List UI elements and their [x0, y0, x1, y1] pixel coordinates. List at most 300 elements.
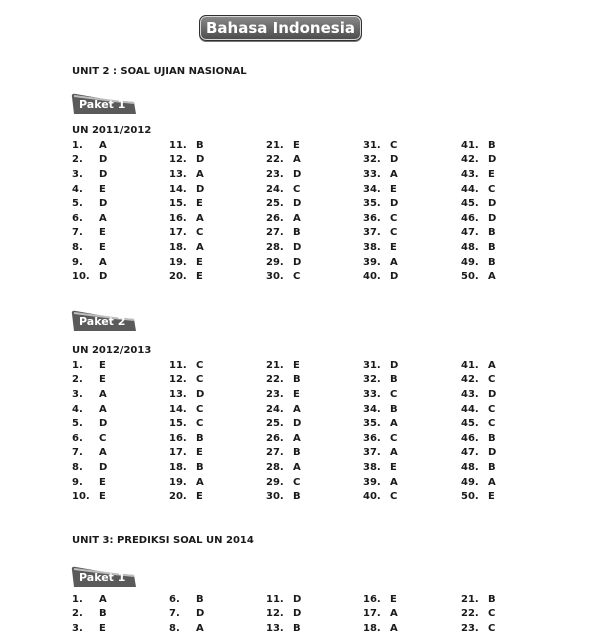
question-number: 33.	[363, 168, 381, 180]
answer-letter: A	[99, 388, 107, 400]
answer-item	[72, 211, 107, 226]
answer-letter: B	[196, 139, 204, 151]
answer-item	[461, 211, 496, 226]
question-number: 40.	[363, 491, 381, 503]
question-number: 7.	[72, 227, 83, 239]
question-number: 24.	[266, 183, 284, 195]
question-number: 30.	[266, 271, 284, 283]
answer-letter: D	[99, 461, 108, 473]
question-number: 8.	[72, 461, 83, 473]
question-number: 15.	[169, 418, 187, 430]
answer-letter: B	[293, 374, 301, 386]
answer-letter: C	[293, 271, 301, 283]
answer-item	[266, 592, 301, 607]
answer-item	[72, 269, 107, 284]
answer-letter: B	[488, 241, 496, 253]
answer-item	[169, 269, 203, 284]
answer-item	[72, 489, 106, 504]
question-number: 42.	[461, 374, 479, 386]
question-number: 37.	[363, 447, 381, 459]
answer-letter: E	[196, 271, 203, 283]
answer-item	[363, 240, 397, 255]
question-number: 37.	[363, 227, 381, 239]
answer-item	[169, 138, 204, 153]
question-number: 19.	[169, 256, 187, 268]
question-number: 34.	[363, 183, 381, 195]
question-number: 14.	[169, 403, 187, 415]
answer-letter: D	[390, 198, 399, 210]
question-number: 12.	[266, 608, 284, 620]
question-number: 7.	[72, 447, 83, 459]
question-number: 45.	[461, 198, 479, 210]
question-number: 39.	[363, 256, 381, 268]
answer-item	[461, 358, 496, 373]
answer-letter: C	[390, 227, 398, 239]
answer-item	[72, 226, 106, 241]
answer-item	[72, 255, 107, 270]
answer-letter: C	[390, 432, 398, 444]
answer-letter: D	[390, 154, 399, 166]
answer-item	[266, 446, 301, 461]
question-number: 32.	[363, 154, 381, 166]
answer-letter: B	[293, 622, 301, 634]
answer-letter: A	[390, 608, 398, 620]
paket-label: Paket 2	[79, 315, 126, 328]
unit2-paket1-tab	[70, 92, 136, 114]
question-number: 43.	[461, 388, 479, 400]
answer-letter: A	[293, 403, 301, 415]
answer-letter: E	[99, 476, 106, 488]
answer-item	[266, 211, 301, 226]
answer-item	[461, 182, 495, 197]
answer-letter: A	[99, 447, 107, 459]
answer-letter: E	[293, 359, 300, 371]
answer-item	[72, 416, 107, 431]
answer-item	[72, 196, 107, 211]
answer-letter: D	[488, 154, 497, 166]
answer-item	[72, 592, 107, 607]
question-number: 8.	[72, 241, 83, 253]
question-number: 18.	[363, 622, 381, 634]
answer-letter: C	[390, 491, 398, 503]
question-number: 4.	[72, 183, 83, 195]
answer-letter: D	[293, 593, 302, 605]
answer-item	[363, 226, 397, 241]
answer-letter: A	[99, 139, 107, 151]
unit2-paket1-year: UN 2011/2012	[72, 125, 152, 136]
answer-item	[461, 387, 496, 402]
answer-item	[72, 431, 106, 446]
question-number: 31.	[363, 139, 381, 151]
answer-letter: A	[99, 593, 107, 605]
answer-item	[363, 387, 397, 402]
answer-item	[461, 196, 496, 211]
answer-letter: E	[99, 227, 106, 239]
question-number: 34.	[363, 403, 381, 415]
answer-letter: E	[99, 491, 106, 503]
question-number: 42.	[461, 154, 479, 166]
answer-item	[72, 460, 107, 475]
question-number: 18.	[169, 241, 187, 253]
question-number: 38.	[363, 461, 381, 473]
answer-item	[461, 475, 496, 490]
answer-item	[72, 446, 107, 461]
answer-letter: A	[293, 154, 301, 166]
answer-letter: E	[390, 593, 397, 605]
answer-letter: E	[488, 491, 495, 503]
answer-letter: D	[196, 608, 205, 620]
answer-item	[72, 373, 106, 388]
answer-item	[266, 402, 301, 417]
answer-letter: D	[293, 198, 302, 210]
question-number: 43.	[461, 168, 479, 180]
question-number: 38.	[363, 241, 381, 253]
answer-letter: C	[196, 227, 204, 239]
answer-letter: A	[196, 622, 204, 634]
answer-item	[169, 255, 203, 270]
answer-letter: B	[293, 447, 301, 459]
answer-letter: C	[99, 432, 107, 444]
answer-letter: D	[293, 608, 302, 620]
question-number: 23.	[461, 622, 479, 634]
answer-item	[461, 431, 496, 446]
answer-item	[266, 387, 300, 402]
answer-item	[363, 475, 398, 490]
answer-letter: C	[488, 403, 496, 415]
answer-letter: C	[196, 418, 204, 430]
answer-item	[169, 460, 204, 475]
question-number: 11.	[266, 593, 284, 605]
question-number: 15.	[169, 198, 187, 210]
answer-item	[461, 402, 495, 417]
answer-item	[169, 475, 204, 490]
answer-item	[461, 489, 495, 504]
answer-letter: A	[390, 622, 398, 634]
answer-letter: D	[99, 198, 108, 210]
question-number: 19.	[169, 476, 187, 488]
question-number: 7.	[169, 608, 180, 620]
answer-item	[266, 196, 301, 211]
answer-item	[363, 621, 398, 636]
page-header-badge	[199, 15, 362, 41]
answer-item	[461, 138, 496, 153]
answer-letter: C	[390, 139, 398, 151]
answer-item	[72, 240, 106, 255]
answer-item	[169, 387, 204, 402]
answer-item	[461, 153, 496, 168]
question-number: 20.	[169, 271, 187, 283]
answer-item	[169, 621, 204, 636]
question-number: 46.	[461, 432, 479, 444]
answer-item	[72, 621, 106, 636]
answer-letter: E	[99, 241, 106, 253]
answer-item	[363, 416, 398, 431]
question-number: 9.	[72, 476, 83, 488]
answer-letter: A	[390, 476, 398, 488]
answer-item	[72, 475, 106, 490]
question-number: 13.	[169, 168, 187, 180]
answer-item	[169, 607, 204, 622]
answer-item	[169, 211, 204, 226]
answer-letter: C	[196, 359, 204, 371]
answer-item	[363, 460, 397, 475]
answer-item	[169, 182, 204, 197]
answer-letter: E	[99, 183, 106, 195]
answer-letter: C	[390, 388, 398, 400]
answer-item	[363, 446, 398, 461]
answer-item	[72, 138, 107, 153]
unit3-paket1-tab	[70, 565, 136, 587]
answer-item	[72, 387, 107, 402]
answer-item	[169, 431, 204, 446]
answer-item	[363, 167, 398, 182]
answer-letter: B	[488, 432, 496, 444]
answer-letter: A	[488, 476, 496, 488]
question-number: 4.	[72, 403, 83, 415]
answer-letter: D	[196, 183, 205, 195]
question-number: 44.	[461, 403, 479, 415]
question-number: 36.	[363, 212, 381, 224]
answer-item	[363, 138, 397, 153]
question-number: 17.	[169, 227, 187, 239]
question-number: 16.	[363, 593, 381, 605]
answer-item	[363, 402, 398, 417]
answer-item	[363, 196, 398, 211]
answer-item	[72, 358, 106, 373]
answer-item	[169, 167, 204, 182]
answer-item	[363, 607, 398, 622]
paket-label: Paket 1	[79, 98, 126, 111]
answer-letter: B	[390, 403, 398, 415]
answer-letter: D	[196, 388, 205, 400]
answer-item	[363, 373, 398, 388]
answer-letter: E	[196, 256, 203, 268]
question-number: 32.	[363, 374, 381, 386]
question-number: 24.	[266, 403, 284, 415]
question-number: 47.	[461, 447, 479, 459]
answer-item	[461, 167, 495, 182]
question-number: 28.	[266, 461, 284, 473]
question-number: 11.	[169, 359, 187, 371]
question-number: 21.	[266, 139, 284, 151]
question-number: 45.	[461, 418, 479, 430]
answer-letter: D	[390, 359, 399, 371]
answer-item	[461, 592, 496, 607]
question-number: 1.	[72, 359, 83, 371]
answer-letter: D	[99, 154, 108, 166]
answer-item	[169, 373, 203, 388]
answer-item	[461, 621, 495, 636]
answer-letter: A	[293, 461, 301, 473]
question-number: 35.	[363, 418, 381, 430]
answer-item	[461, 460, 496, 475]
answer-item	[266, 226, 301, 241]
question-number: 12.	[169, 374, 187, 386]
answer-item	[72, 607, 107, 622]
answer-letter: A	[196, 476, 204, 488]
question-number: 16.	[169, 432, 187, 444]
question-number: 1.	[72, 139, 83, 151]
question-number: 2.	[72, 374, 83, 386]
question-number: 17.	[169, 447, 187, 459]
question-number: 29.	[266, 256, 284, 268]
answer-letter: A	[390, 256, 398, 268]
question-number: 46.	[461, 212, 479, 224]
answer-letter: A	[196, 212, 204, 224]
header-title: Bahasa Indonesia	[206, 19, 355, 37]
question-number: 9.	[72, 256, 83, 268]
question-number: 44.	[461, 183, 479, 195]
question-number: 3.	[72, 168, 83, 180]
question-number: 5.	[72, 198, 83, 210]
question-number: 41.	[461, 359, 479, 371]
question-number: 40.	[363, 271, 381, 283]
question-number: 31.	[363, 359, 381, 371]
answer-letter: B	[99, 608, 107, 620]
answer-item	[266, 138, 300, 153]
question-number: 27.	[266, 447, 284, 459]
answer-letter: E	[390, 183, 397, 195]
answer-letter: D	[488, 212, 497, 224]
answer-item	[266, 255, 301, 270]
answer-letter: E	[99, 622, 106, 634]
question-number: 13.	[169, 388, 187, 400]
answer-letter: C	[390, 212, 398, 224]
answer-item	[169, 240, 204, 255]
answer-letter: E	[390, 241, 397, 253]
answer-item	[266, 460, 301, 475]
question-number: 48.	[461, 241, 479, 253]
answer-letter: C	[488, 608, 496, 620]
answer-item	[72, 402, 107, 417]
answer-item	[169, 446, 203, 461]
answer-item	[72, 182, 106, 197]
answer-letter: E	[196, 491, 203, 503]
question-number: 11.	[169, 139, 187, 151]
answer-letter: E	[99, 359, 106, 371]
answer-item	[169, 489, 203, 504]
question-number: 49.	[461, 476, 479, 488]
answer-item	[72, 153, 107, 168]
answer-letter: D	[99, 271, 108, 283]
paket-label: Paket 1	[79, 571, 126, 584]
answer-item	[363, 358, 398, 373]
answer-item	[266, 167, 301, 182]
answer-item	[363, 153, 398, 168]
answer-letter: C	[196, 374, 204, 386]
question-number: 2.	[72, 608, 83, 620]
answer-letter: A	[390, 168, 398, 180]
answer-letter: A	[390, 447, 398, 459]
answer-letter: B	[196, 593, 204, 605]
answer-letter: D	[488, 198, 497, 210]
answer-item	[266, 475, 300, 490]
answer-letter: C	[196, 403, 204, 415]
answer-letter: E	[390, 461, 397, 473]
question-number: 49.	[461, 256, 479, 268]
question-number: 6.	[169, 593, 180, 605]
answer-letter: A	[99, 212, 107, 224]
answer-letter: C	[488, 622, 496, 634]
answer-item	[169, 592, 204, 607]
answer-letter: C	[488, 183, 496, 195]
question-number: 33.	[363, 388, 381, 400]
question-number: 10.	[72, 271, 90, 283]
answer-item	[461, 269, 496, 284]
answer-item	[363, 211, 397, 226]
answer-item	[461, 446, 496, 461]
answer-letter: B	[488, 461, 496, 473]
answer-item	[169, 416, 203, 431]
answer-letter: A	[390, 418, 398, 430]
answer-letter: B	[488, 593, 496, 605]
answer-item	[461, 416, 495, 431]
question-number: 6.	[72, 432, 83, 444]
answer-item	[169, 402, 203, 417]
answer-letter: A	[488, 271, 496, 283]
answer-item	[169, 226, 203, 241]
question-number: 28.	[266, 241, 284, 253]
question-number: 25.	[266, 418, 284, 430]
question-number: 25.	[266, 198, 284, 210]
answer-item	[363, 182, 397, 197]
question-number: 22.	[461, 608, 479, 620]
answer-item	[266, 153, 301, 168]
answer-letter: E	[196, 447, 203, 459]
answer-letter: E	[293, 139, 300, 151]
question-number: 23.	[266, 168, 284, 180]
answer-item	[363, 592, 397, 607]
answer-letter: E	[196, 198, 203, 210]
question-number: 35.	[363, 198, 381, 210]
answer-letter: C	[488, 374, 496, 386]
question-number: 16.	[169, 212, 187, 224]
answer-letter: A	[488, 359, 496, 371]
question-number: 36.	[363, 432, 381, 444]
answer-item	[169, 196, 203, 211]
question-number: 20.	[169, 491, 187, 503]
answer-item	[266, 621, 301, 636]
answer-item	[266, 489, 301, 504]
answer-letter: C	[293, 476, 301, 488]
answer-letter: D	[293, 168, 302, 180]
question-number: 2.	[72, 154, 83, 166]
question-number: 17.	[363, 608, 381, 620]
answer-letter: D	[488, 447, 497, 459]
answer-letter: E	[293, 388, 300, 400]
unit2-paket2-year: UN 2012/2013	[72, 345, 152, 356]
answer-item	[363, 431, 397, 446]
answer-letter: A	[293, 432, 301, 444]
answer-letter: B	[390, 374, 398, 386]
answer-letter: B	[196, 461, 204, 473]
question-number: 30.	[266, 491, 284, 503]
answer-letter: B	[196, 432, 204, 444]
question-number: 6.	[72, 212, 83, 224]
question-number: 23.	[266, 388, 284, 400]
question-number: 29.	[266, 476, 284, 488]
answer-item	[266, 358, 300, 373]
unit2-title: UNIT 2 : SOAL UJIAN NASIONAL	[72, 66, 247, 77]
answer-letter: A	[99, 403, 107, 415]
answer-item	[266, 240, 301, 255]
answer-item	[363, 489, 397, 504]
answer-item	[363, 255, 398, 270]
answer-letter: D	[390, 271, 399, 283]
answer-item	[169, 153, 204, 168]
question-number: 22.	[266, 154, 284, 166]
answer-letter: D	[293, 256, 302, 268]
